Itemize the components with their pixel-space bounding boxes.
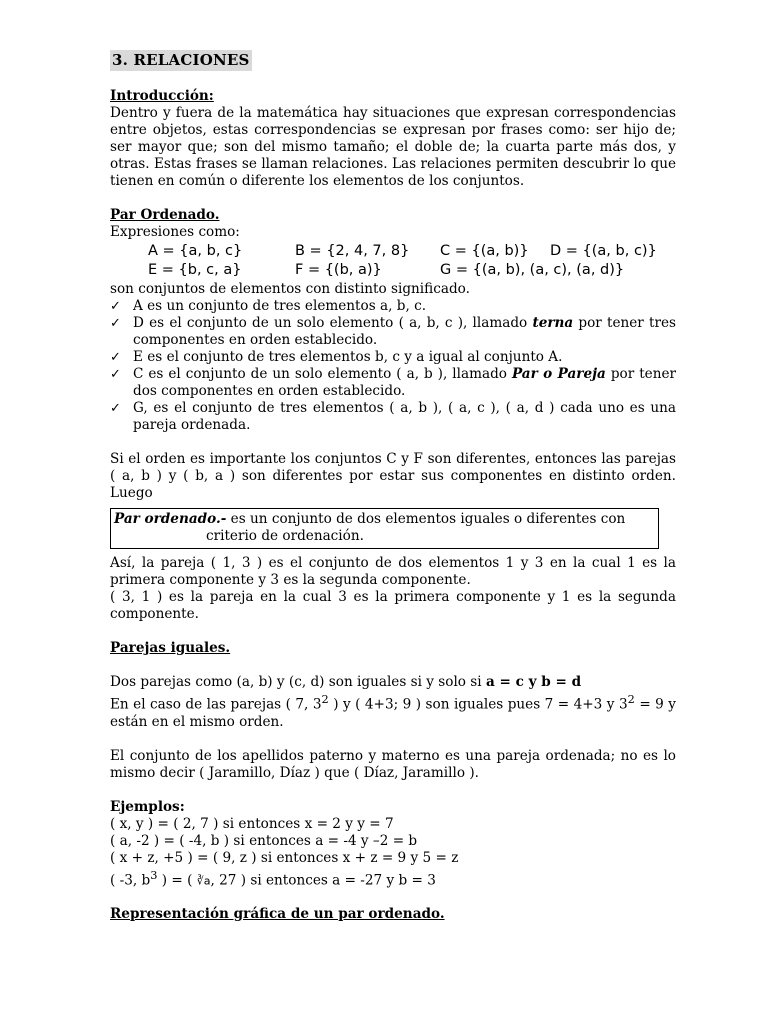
cube-root: ∛a	[196, 874, 211, 888]
ejemplos-heading: Ejemplos:	[110, 798, 185, 815]
document-page	[110, 50, 676, 923]
example-line-3: ( x + z, +5 ) = ( 9, z ) si entonces x + z = 9 y 5 = z	[110, 849, 459, 866]
list-item: ✓ C es el conjunto de un solo elemento ( a, b ), llamado Par o Pareja por tener dos componentes en orden establecido.	[110, 366, 676, 399]
set-f: F = {(b, a)}	[295, 262, 382, 278]
par-pareja-term: Par o Pareja	[511, 366, 606, 382]
set-expressions	[110, 241, 676, 281]
check-icon: ✓	[110, 367, 121, 382]
definition-text-2: criterio de ordenación.	[206, 528, 364, 544]
example-line-4: ( -3, $b^3$ ) = ( ∛a, 27 ) si entonces a = -27 y b = 3	[110, 867, 436, 889]
list-item: ✓ G, es el conjunto de tres elementos ( a, b ), ( a, c ), ( a, d ) cada uno es una pareja ordenada.	[110, 400, 676, 433]
set-c: C = {(a, b)}	[440, 243, 529, 259]
order-paragraph: Si el orden es importante los conjuntos C y F son diferentes, entonces las parejas ( a, b ) y ( b, a ) son diferentes por estar sus componentes en distinto orden. Luego	[110, 451, 676, 501]
apellidos-paragraph: El conjunto de los apellidos paterno y materno es una pareja ordenada; no es lo mismo decir ( Jaramillo, Díaz ) que ( Díaz, Jaramillo ).	[110, 747, 676, 781]
observations-list	[110, 298, 676, 434]
set-g: G = {(a, b), (a, c), (a, d)}	[440, 262, 625, 278]
example-line-2: ( a, -2 ) = ( -4, b ) si entonces a = -4 y –2 = b	[110, 832, 418, 849]
definition-term: Par ordenado.-	[114, 511, 227, 527]
intro-paragraph: Dentro y fuera de la matemática hay situaciones que expresan correspondencias entre objetos, estas correspondencias se expresan por frases como: ser hijo de; ser mayor que; son del mismo tamaño; el doble de; la cuarta parte más dos, y otras. Estas frases se llaman relaciones. Las relaciones permiten descubrir lo que tienen en común o diferente los elementos de los conjuntos.	[110, 105, 676, 189]
definition-text-1: es un conjunto de dos elementos iguales o diferentes con	[226, 511, 626, 527]
intro-heading: Introducción:	[110, 88, 214, 104]
equality-rule: Dos parejas como (a, b) y (c, d) son iguales si y solo si a = c y b = d	[110, 674, 582, 690]
check-icon: ✓	[110, 316, 121, 331]
par-ordenado-heading: Par Ordenado.	[110, 207, 220, 223]
set-e: E = {b, c, a}	[148, 262, 242, 278]
check-icon: ✓	[110, 350, 121, 365]
terna-term: terna	[532, 315, 574, 331]
check-icon: ✓	[110, 299, 121, 314]
set-d: D = {(a, b, c)}	[550, 243, 657, 259]
set-b: B = {2, 4, 7, 8}	[295, 243, 410, 259]
definition-box	[110, 508, 659, 549]
parejas-iguales-heading: Parejas iguales.	[110, 640, 231, 656]
equality-case: En el caso de las parejas ( 7, $3^2$ ) y ( 4+3; 9 ) son iguales pues 7 = 4+3 y $3^2 = 9$ y están en el mismo orden.	[110, 692, 676, 730]
sets-description: son conjuntos de elementos con distinto significado.	[110, 281, 470, 297]
set-a: A = {a, b, c}	[148, 243, 243, 259]
representacion-heading: Representación gráfica de un par ordenado.	[110, 906, 445, 923]
equality-condition: a = c y b = d	[485, 674, 582, 690]
list-item: ✓ E es el conjunto de tres elementos b, c y a igual al conjunto A.	[110, 349, 563, 365]
section-title: 3. RELACIONES	[112, 51, 250, 69]
example-paragraph-1: Así, la pareja ( 1, 3 ) es el conjunto de dos elementos 1 y 3 en la cual 1 es la primera componente y 3 es la segunda componente.	[110, 555, 676, 588]
expressions-lead: Expresiones como:	[110, 224, 240, 240]
list-item: ✓ A es un conjunto de tres elementos a, b, c.	[110, 298, 427, 314]
example-paragraph-2: ( 3, 1 ) es la pareja en la cual 3 es la primera componente y 1 es la segunda componente.	[110, 589, 676, 622]
check-icon: ✓	[110, 401, 121, 416]
list-item: ✓ D es el conjunto de un solo elemento ( a, b, c ), llamado terna por tener tres componentes en orden establecido.	[110, 315, 676, 348]
example-line-1: ( x, y ) = ( 2, 7 ) si entonces x = 2 y y = 7	[110, 815, 394, 832]
